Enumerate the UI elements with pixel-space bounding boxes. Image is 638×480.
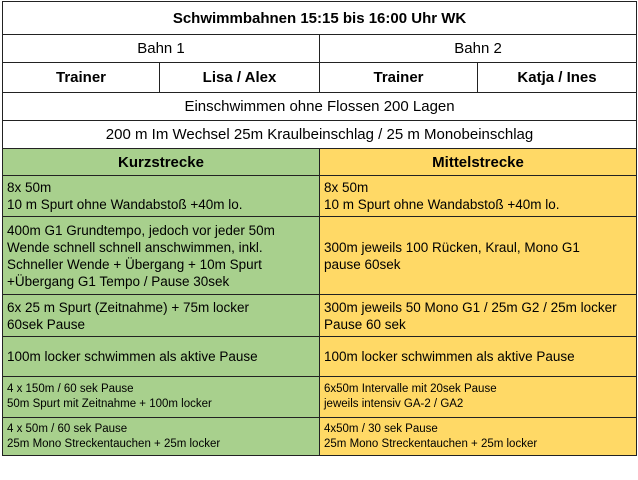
title-row — [3, 2, 637, 35]
cell-line: 100m locker schwimmen als aktive Pause — [7, 349, 258, 364]
exchange-text: 200 m Im Wechsel 25m Kraulbeinschlag / 25 m Monobeinschlag — [3, 121, 637, 149]
cell-line: 10 m Spurt ohne Wandabstoß +40m lo. — [7, 197, 243, 212]
cell-line: jeweils intensiv GA-2 / GA2 — [324, 398, 464, 410]
cell-line: 8x 50m — [324, 180, 369, 195]
kurzstrecke-cell — [3, 418, 320, 456]
table-row — [3, 337, 637, 377]
cell-line: 10 m Spurt ohne Wandabstoß +40m lo. — [324, 197, 560, 212]
cell-line: +Übergang G1 Tempo / Pause 30sek — [7, 273, 230, 289]
lane-1-trainer-names: Lisa / Alex — [160, 63, 320, 93]
kurzstrecke-cell — [3, 337, 320, 377]
cell-line: 400m G1 Grundtempo, jedoch vor jeder 50m — [7, 222, 275, 238]
table-row — [3, 295, 637, 337]
cell-line: 4 x 50m / 60 sek Pause — [7, 422, 128, 435]
cell-line: 60sek Pause — [7, 316, 86, 332]
cell-line: 6x 25 m Spurt (Zeitnahme) + 75m locker — [7, 299, 249, 315]
lane-2-trainer-names: Katja / Ines — [478, 63, 637, 93]
table-row — [3, 377, 637, 418]
page-title: Schwimmbahnen 15:15 bis 16:00 Uhr WK — [3, 2, 637, 35]
cell-line: Wende schnell schnell anschwimmen, inkl. — [7, 239, 263, 255]
mittelstrecke-cell — [320, 176, 637, 217]
cell-line: pause 60sek — [324, 256, 401, 272]
swim-plan-table — [2, 1, 637, 456]
kurzstrecke-cell — [3, 377, 320, 418]
kurzstrecke-cell — [3, 176, 320, 217]
trainer-row — [3, 63, 637, 93]
lane-2-header: Bahn 2 — [320, 35, 637, 63]
mittelstrecke-cell — [320, 377, 637, 418]
mittelstrecke-cell — [320, 337, 637, 377]
lane-1-header: Bahn 1 — [3, 35, 320, 63]
kurzstrecke-cell — [3, 295, 320, 337]
cell-line: 100m locker schwimmen als aktive Pause — [324, 349, 575, 364]
exchange-row — [3, 121, 637, 149]
cell-line: 8x 50m — [7, 180, 52, 195]
column-header-kurzstrecke: Kurzstrecke — [3, 149, 320, 176]
cell-line: 300m jeweils 50 Mono G1 / 25m G2 / 25m locker — [324, 299, 617, 315]
cell-line: 25m Mono Streckentauchen + 25m locker — [7, 437, 221, 450]
mittelstrecke-cell — [320, 418, 637, 456]
mittelstrecke-cell — [320, 217, 637, 295]
cell-line: 300m jeweils 100 Rücken, Kraul, Mono G1 — [324, 239, 580, 255]
table-row — [3, 176, 637, 217]
kurzstrecke-cell — [3, 217, 320, 295]
lane-2-trainer-label: Trainer — [320, 63, 478, 93]
warmup-text: Einschwimmen ohne Flossen 200 Lagen — [3, 93, 637, 121]
cell-line: Schneller Wende + Übergang + 10m Spurt — [7, 256, 262, 272]
cell-line: Pause 60 sek — [324, 316, 406, 332]
lanes-row — [3, 35, 637, 63]
cell-line: 50m Spurt mit Zeitnahme + 100m locker — [7, 398, 212, 410]
lane-1-trainer-label: Trainer — [3, 63, 160, 93]
table-row — [3, 217, 637, 295]
table-row — [3, 418, 637, 456]
mittelstrecke-cell — [320, 295, 637, 337]
cell-line: 4x50m / 30 sek Pause — [324, 422, 438, 435]
cell-line: 4 x 150m / 60 sek Pause — [7, 383, 134, 395]
warmup-row — [3, 93, 637, 121]
column-header-row — [3, 149, 637, 176]
cell-line: 25m Mono Streckentauchen + 25m locker — [324, 437, 538, 450]
column-header-mittelstrecke: Mittelstrecke — [320, 149, 637, 176]
cell-line: 6x50m Intervalle mit 20sek Pause — [324, 383, 497, 395]
